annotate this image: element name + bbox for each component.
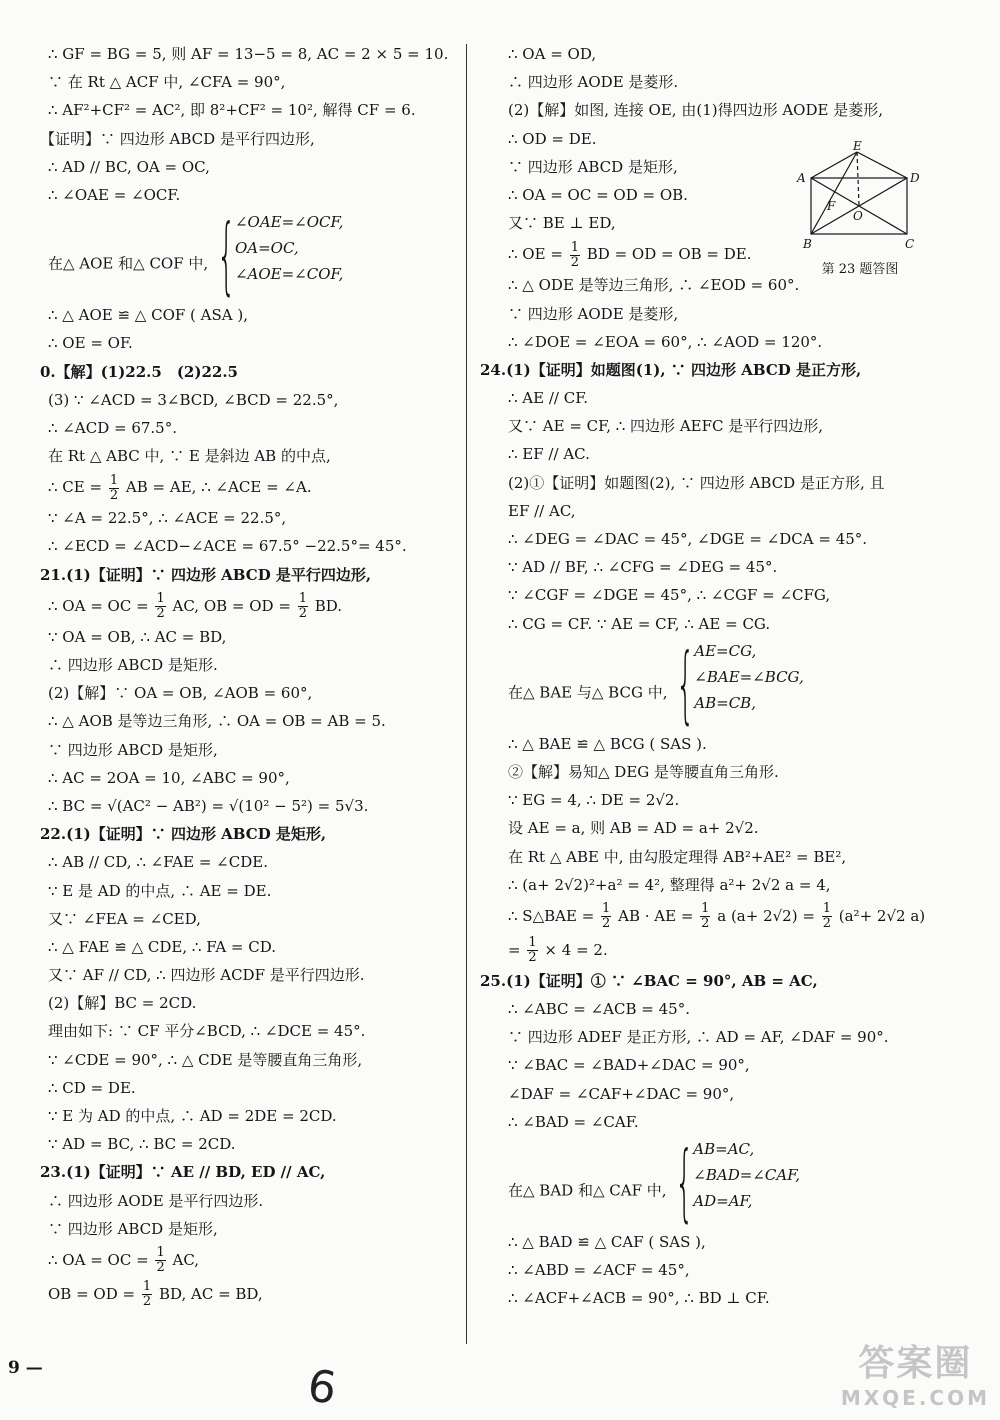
text-line: ∴ ∠DEG = ∠DAC = 45°, ∠DGE = ∠DCA = 45°. <box>508 530 868 548</box>
column-divider <box>466 44 467 1344</box>
brace-row: OA=OC, <box>234 239 299 258</box>
watermark-logo-text: 答案圈 <box>858 1343 973 1384</box>
text-line: ∴ △ BAE ≌ △ BCG ( SAS ). <box>508 734 707 753</box>
question-line: 22.(1)【证明】∵ 四边形 ABCD 是矩形, <box>40 825 327 844</box>
brace-glyph: { <box>676 634 695 733</box>
text-line: ∴ △ ODE 是等边三角形, ∴ ∠EOD = 60°. <box>508 276 800 295</box>
text-segment: AC, <box>172 1250 200 1269</box>
text-line: ∴ ∠ABD = ∠ACF = 45°, <box>508 1261 690 1280</box>
question-line: 25.(1)【证明】① ∵ ∠BAC = 90°, AB = AC, <box>480 971 818 990</box>
rectangle-rhombus-diagram <box>795 140 925 255</box>
figure-caption: 第 23 题答图 <box>821 262 899 277</box>
brace-line <box>480 634 960 733</box>
text-segment: ∴ S△BAE = <box>508 906 595 925</box>
brace-row: AB=CB, <box>694 693 756 712</box>
text-line: ∵ E 是 AD 的中点, ∴ AE = DE. <box>48 881 272 900</box>
text-segment: = <box>508 940 521 959</box>
text-line: ∵ AD = BC, ∴ BC = 2CD. <box>48 1135 236 1154</box>
text-segment: BD = OD = OB = DE. <box>586 245 752 264</box>
site-watermark <box>841 1335 990 1410</box>
text-line: ∵ 四边形 ADEF 是正方形, ∴ AD = AF, ∠DAF = 90°. <box>508 1028 889 1047</box>
text-line: ∴ 四边形 ABCD 是矩形. <box>48 656 218 674</box>
text-segment: ∴ OE = <box>508 245 563 264</box>
text-line: 理由如下: ∵ CF 平分∠BCD, ∴ ∠DCE = 45°. <box>48 1022 366 1041</box>
text-segment: × 4 = 2. <box>544 940 608 959</box>
question-line: 23.(1)【证明】∵ AE // BD, ED // AC, <box>40 1163 326 1182</box>
fraction: $\frac{1}{2}$ <box>528 935 537 966</box>
text-line: ∵ ∠CGF = ∠DGE = 45°, ∴ ∠CGF = ∠CFG, <box>508 586 831 605</box>
text-line: (2)【解】BC = 2CD. <box>48 994 197 1013</box>
label-C: C <box>905 237 915 251</box>
text-line: ②【解】易知△ DEG 是等腰直角三角形. <box>508 762 779 781</box>
text-line <box>40 1243 460 1277</box>
text-line: ∴ BC = √(AC² − AB²) = √(10² − 5²) = 5√3. <box>48 796 369 815</box>
text-line: 在 Rt △ ABE 中, 由勾股定理得 AB²+AE² = BE², <box>508 847 847 866</box>
brace-row: ∠BAD=∠CAF, <box>693 1166 801 1184</box>
fraction: $\frac{1}{2}$ <box>602 901 611 932</box>
text-segment: 在△ AOE 和△ COF 中, <box>48 254 209 273</box>
fraction: $\frac{1}{2}$ <box>156 1245 165 1276</box>
text-line: ∴ ∠DOE = ∠EOA = 60°, ∴ ∠AOD = 120°. <box>508 332 823 351</box>
text-line: ∵ AD // BF, ∴ ∠CFG = ∠DEG = 45°. <box>508 558 778 577</box>
text-line: ∵ ∠BAC = ∠BAD+∠DAC = 90°, <box>508 1056 750 1075</box>
text-line: ∴ ∠ECD = ∠ACD−∠ACE = 67.5° −22.5°= 45°. <box>48 537 407 556</box>
brace-line <box>40 206 460 305</box>
text-segment: AC, OB = OD = <box>172 596 291 615</box>
text-line: ∵ ∠CDE = 90°, ∴ △ CDE 是等腰直角三角形, <box>48 1050 363 1069</box>
text-line: ∴ ∠OAE = ∠OCF. <box>48 185 181 204</box>
text-line: 设 AE = a, 则 AB = AD = a+ 2√2. <box>508 819 759 838</box>
text-line: ∴ △ AOB 是等边三角形, ∴ OA = OB = AB = 5. <box>48 712 386 731</box>
text-segment: 在△ BAE 与△ BCG 中, <box>508 683 668 702</box>
text-line: ∴ OA = OD, <box>508 45 597 63</box>
text-line: ∴ OA = OC = OD = OB. <box>508 185 688 204</box>
text-segment: (a²+ 2√2 a) <box>838 906 926 925</box>
brace-glyph: { <box>675 1133 695 1231</box>
text-segment: ∴ CE = <box>48 478 103 497</box>
text-line: ∵ OA = OB, ∴ AC = BD, <box>48 627 227 646</box>
label-B: B <box>803 237 812 251</box>
text-line: 【证明】∵ 四边形 ABCD 是平行四边形, <box>40 129 315 148</box>
text-line: ∴ GF = BG = 5, 则 AF = 13−5 = 8, AC = 2 × 5 = 10. <box>48 45 449 63</box>
text-line: ∴ ∠BAD = ∠CAF. <box>508 1112 639 1131</box>
text-line: ∴ ∠ABC = ∠ACB = 45°. <box>508 1000 690 1019</box>
label-D: D <box>910 171 920 185</box>
text-line: ∠DAF = ∠CAF+∠DAC = 90°, <box>508 1084 735 1103</box>
brace-glyph: { <box>216 206 236 305</box>
question-line: 0.【解】(1)22.5 (2)22.5 <box>40 362 238 381</box>
text-segment: BD. <box>314 596 343 615</box>
brace-row: AB=AC, <box>693 1140 755 1158</box>
text-segment: OB = OD = <box>48 1284 136 1303</box>
text-line: ∴ 四边形 AODE 是平行四边形. <box>48 1191 264 1210</box>
text-line: 在 Rt △ ABC 中, ∵ E 是斜边 AB 的中点, <box>48 447 331 466</box>
text-line: ∴ △ FAE ≌ △ CDE, ∴ FA = CD. <box>48 937 276 956</box>
text-segment: AB · AE = <box>618 906 694 925</box>
text-line: 又∵ ∠FEA = ∠CED, <box>48 909 201 928</box>
text-line: ∴ CG = CF. ∵ AE = CF, ∴ AE = CG. <box>508 614 771 633</box>
brace-row: ∠AOE=∠COF, <box>234 265 344 284</box>
text-line: EF // AC, <box>508 501 576 520</box>
text-line: ∴ AD // BC, OA = OC, <box>48 157 210 176</box>
question-23-figure <box>795 140 925 280</box>
text-line <box>480 933 960 967</box>
text-segment: a (a+ 2√2) = <box>717 906 815 925</box>
text-line: ∴ EF // AC. <box>508 445 590 464</box>
text-line: ∵ 四边形 ABCD 是矩形, <box>48 1219 218 1238</box>
text-segment: ∴ OA = OC = <box>48 596 149 615</box>
text-segment: 在△ BAD 和△ CAF 中, <box>508 1181 667 1200</box>
text-segment: ∴ OA = OC = <box>48 1250 149 1269</box>
text-line: ∴ OE = OF. <box>48 334 133 353</box>
text-segment: BD, AC = BD, <box>158 1284 263 1303</box>
brace-row: AE=CG, <box>694 641 757 660</box>
fraction: $\frac{1}{2}$ <box>822 901 831 932</box>
text-line: (2)【解】∵ OA = OB, ∠AOB = 60°, <box>48 684 313 703</box>
text-line: ∴ △ BAD ≌ △ CAF ( SAS ), <box>508 1233 706 1251</box>
page-number: 9 — <box>8 1358 43 1378</box>
fraction: $\frac{1}{2}$ <box>298 591 307 622</box>
text-line: ∵ 在 Rt △ ACF 中, ∠CFA = 90°, <box>48 73 286 92</box>
text-line <box>40 470 460 504</box>
label-F: F <box>827 199 836 213</box>
text-line: ∴ △ AOE ≌ △ COF ( ASA ), <box>48 306 249 325</box>
brace-row: ∠BAE=∠BCG, <box>694 667 804 686</box>
watermark-url: MXQE.COM <box>840 1386 990 1410</box>
text-line <box>40 1277 460 1311</box>
handwritten-mark: 6 <box>304 1360 340 1415</box>
text-line: 又∵ AE = CF, ∴ 四边形 AEFC 是平行四边形, <box>508 417 824 436</box>
text-line: ∵ 四边形 ABCD 是矩形, <box>508 157 678 176</box>
text-line: (2)【解】如图, 连接 OE, 由(1)得四边形 AODE 是菱形, <box>508 101 883 120</box>
text-line: 又∵ AF // CD, ∴ 四边形 ACDF 是平行四边形. <box>48 966 365 985</box>
text-line <box>480 899 960 933</box>
fraction: $\frac{1}{2}$ <box>701 901 710 932</box>
left-column <box>40 40 460 1311</box>
fraction: $\frac{1}{2}$ <box>156 591 165 622</box>
brace-line <box>480 1133 960 1231</box>
text-line: ∴ OD = DE. <box>508 129 597 148</box>
label-A: A <box>797 171 806 185</box>
question-line: 24.(1)【证明】如题图(1), ∵ 四边形 ABCD 是正方形, <box>480 360 862 379</box>
brace-row: AD=AF, <box>693 1192 753 1210</box>
label-E: E <box>853 140 862 153</box>
text-line: 又∵ BE ⊥ ED, <box>508 214 616 233</box>
text-line: ∴ AE // CF. <box>508 389 589 408</box>
text-line: (2)①【证明】如题图(2), ∵ 四边形 ABCD 是正方形, 且 <box>508 473 885 492</box>
text-line: ∵ ∠A = 22.5°, ∴ ∠ACE = 22.5°, <box>48 509 287 528</box>
text-line: ∴ ∠ACF+∠ACB = 90°, ∴ BD ⊥ CF. <box>508 1289 770 1308</box>
label-O: O <box>853 209 863 223</box>
text-line: ∴ CD = DE. <box>48 1078 136 1097</box>
text-line <box>40 589 460 623</box>
text-line: ∵ 四边形 ABCD 是矩形, <box>48 740 218 759</box>
text-line: ∵ 四边形 AODE 是菱形, <box>508 304 679 323</box>
text-line: ∴ AB // CD, ∴ ∠FAE = ∠CDE. <box>48 853 268 872</box>
text-line: (3) ∵ ∠ACD = 3∠BCD, ∠BCD = 22.5°, <box>48 390 339 409</box>
text-line: ∴ (a+ 2√2)²+a² = 4², 整理得 a²+ 2√2 a = 4, <box>508 875 831 894</box>
brace-row: ∠OAE=∠OCF, <box>234 213 344 232</box>
question-line: 21.(1)【证明】∵ 四边形 ABCD 是平行四边形, <box>40 565 372 584</box>
text-segment: AB = AE, ∴ ∠ACE = ∠A. <box>125 478 312 497</box>
text-line: ∴ AC = 2OA = 10, ∠ABC = 90°, <box>48 768 290 787</box>
text-line: ∴ 四边形 AODE 是菱形. <box>508 73 679 92</box>
fraction: $\frac{1}{2}$ <box>570 239 579 270</box>
text-line: ∵ EG = 4, ∴ DE = 2√2. <box>508 791 680 810</box>
text-line: ∵ E 为 AD 的中点, ∴ AD = 2DE = 2CD. <box>48 1107 337 1125</box>
text-line: ∴ AF²+CF² = AC², 即 8²+CF² = 10², 解得 CF = 6. <box>48 101 416 120</box>
fraction: $\frac{1}{2}$ <box>109 472 119 503</box>
text-line: ∴ ∠ACD = 67.5°. <box>48 418 177 437</box>
fraction: $\frac{1}{2}$ <box>142 1279 152 1310</box>
